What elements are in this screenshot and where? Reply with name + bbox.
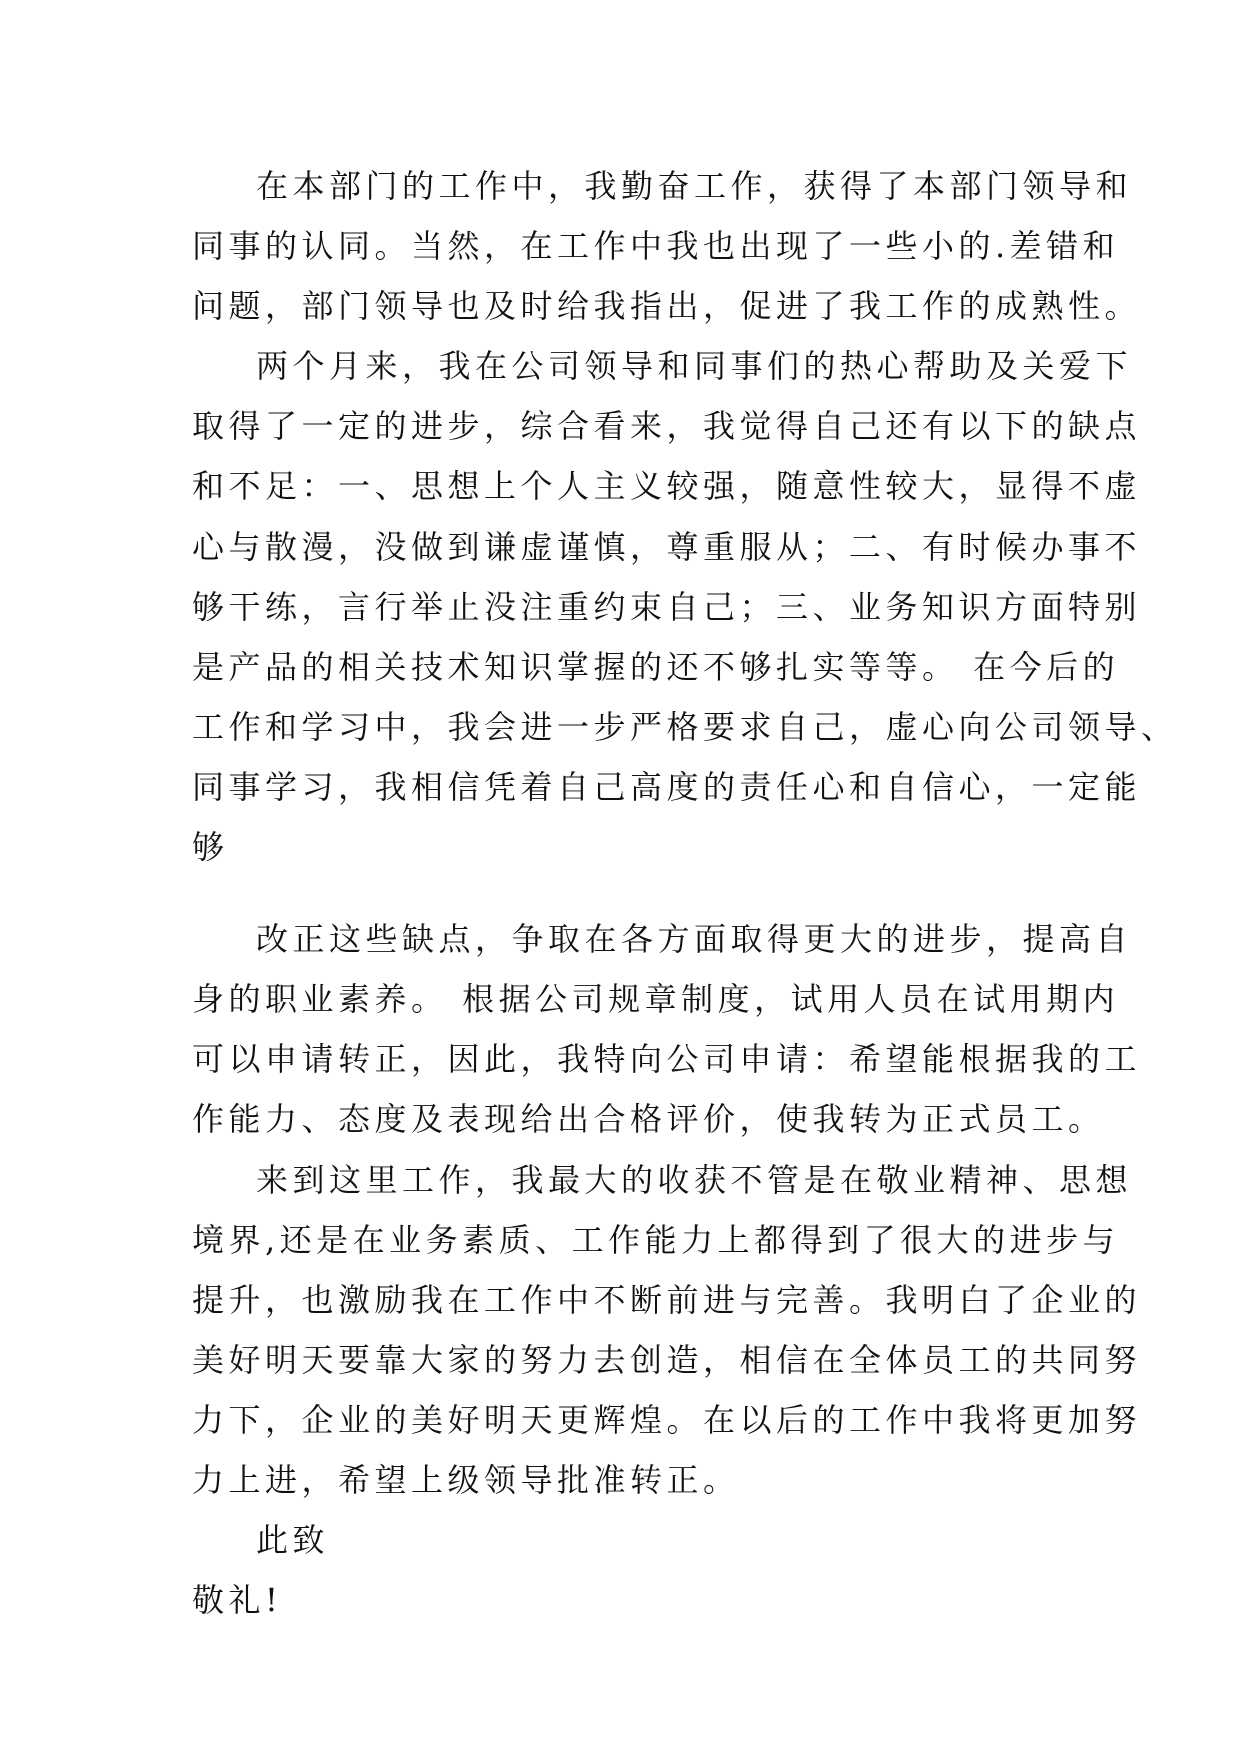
paragraph-2-line-5: 够干练，言行举止没注重约束自己；三、业务知识方面特别 <box>192 587 1142 626</box>
closing-regards: 敬礼! <box>192 1581 283 1620</box>
closing-salutation: 此致 <box>256 1521 330 1560</box>
paragraph-4-line-1: 来到这里工作，我最大的收获不管是在敬业精神、思想 <box>256 1160 1133 1199</box>
paragraph-3-line-2: 身的职业素养。 根据公司规章制度，试用人员在试用期内 <box>192 980 1120 1019</box>
paragraph-1-line-2: 同事的认同。当然，在工作中我也出现了一些小的.差错和 <box>192 227 1120 266</box>
paragraph-2-line-3: 和不足：一、思想上个人主义较强，随意性较大，显得不虚 <box>192 467 1142 506</box>
paragraph-3-line-1: 改正这些缺点，争取在各方面取得更大的进步，提高自 <box>256 920 1133 959</box>
paragraph-3-line-4: 作能力、态度及表现给出合格评价，使我转为正式员工。 <box>192 1100 1105 1139</box>
paragraph-1-line-3: 问题，部门领导也及时给我指出，促进了我工作的成熟性。 <box>192 287 1142 326</box>
paragraph-gap <box>192 877 1052 909</box>
paragraph-4-line-3: 提升，也激励我在工作中不断前进与完善。我明白了企业的 <box>192 1280 1142 1319</box>
paragraph-2-line-6: 是产品的相关技术知识掌握的还不够扎实等等。 在今后的 <box>192 647 1120 686</box>
paragraph-2-line-7: 工作和学习中，我会进一步严格要求自己，虚心向公司领导、 <box>192 707 1178 746</box>
paragraph-2-line-1: 两个月来，我在公司领导和同事们的热心帮助及关爱下 <box>256 347 1133 386</box>
document-body <box>192 156 1178 1630</box>
paragraph-2-line-4: 心与散漫，没做到谦虚谨慎，尊重服从；二、有时候办事不 <box>192 527 1142 566</box>
paragraph-2-line-9: 够 <box>192 828 229 867</box>
paragraph-2-line-8: 同事学习，我相信凭着自己高度的责任心和自信心，一定能 <box>192 767 1142 806</box>
paragraph-3-line-3: 可以申请转正，因此，我特向公司申请：希望能根据我的工 <box>192 1040 1142 1079</box>
paragraph-4-line-6: 力上进，希望上级领导批准转正。 <box>192 1460 740 1499</box>
paragraph-2-line-2: 取得了一定的进步，综合看来，我觉得自己还有以下的缺点 <box>192 407 1142 446</box>
paragraph-4-line-2: 境界,还是在业务素质、工作能力上都得到了很大的进步与 <box>192 1220 1120 1259</box>
paragraph-1-line-1: 在本部门的工作中，我勤奋工作，获得了本部门领导和 <box>256 167 1133 205</box>
paragraph-4-line-5: 力下，企业的美好明天更辉煌。在以后的工作中我将更加努 <box>192 1400 1142 1439</box>
paragraph-4-line-4: 美好明天要靠大家的努力去创造，相信在全体员工的共同努 <box>192 1340 1142 1379</box>
